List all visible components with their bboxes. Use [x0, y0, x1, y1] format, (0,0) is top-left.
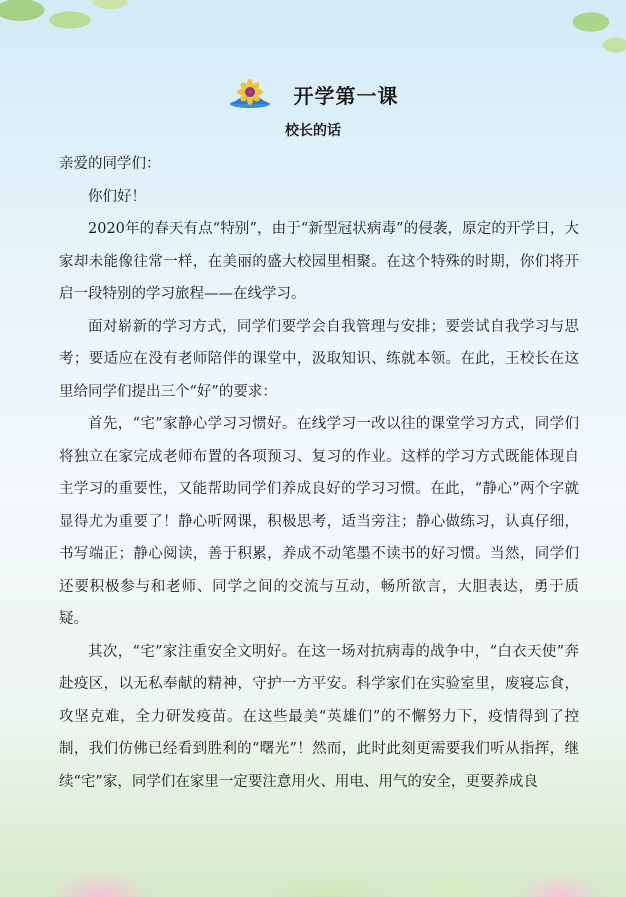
page-title: 开学第一课: [293, 83, 399, 108]
leaf-decoration-left: [0, 0, 140, 60]
leaf-decoration-right: [541, 0, 626, 60]
paragraph: 面对崭新的学习方式，同学们要学会自我管理与安排；要尝试自我学习与思考；要适应在没有老师陪伴的课堂中，汲取知识、练就本领。在此，王校长在这里给同学们提出三个“好”的要求：: [59, 318, 579, 400]
flower-decoration-bottom: [0, 807, 626, 897]
sunflower-logo-icon: [228, 79, 272, 109]
page-subtitle: 校长的话: [285, 123, 341, 139]
paragraph: 你们好！: [88, 188, 146, 205]
letter-body: [59, 148, 579, 798]
paragraph: 其次，“宅”家注重安全文明好。在这一场对抗病毒的战争中，“白衣天使”奔赴疫区，以无私奉献的精神，守护一方平安。科学家们在实验室里，废寝忘食，攻坚克难，全力研发疫苗。在这些最美“英雄们”的不懈努力下，疫情得到了控制，我们仿佛已经看到胜利的“曙光”！然而，此时此刻更需要我们听从指挥，继续“宅”家，同学们在家里一定要注意用火、用电、用气的安全，更要养成良: [59, 643, 579, 790]
paragraph: 2020年的春天有点“特别”，由于“新型冠状病毒”的侵袭，原定的开学日，大家却未能像往常一样，在美丽的盛大校园里相聚。在这个特殊的时期，你们将开启一段特别的学习旅程——在线学习。: [59, 221, 579, 302]
title-row: [0, 78, 626, 110]
greeting: 亲爱的同学们：: [59, 156, 161, 172]
paragraph: 首先，“宅”家静心学习习惯好。在线学习一改以往的课堂学习方式，同学们将独立在家完成老师布置的各项预习、复习的作业。这样的学习方式既能体现自主学习的重要性，又能帮助同学们养成良好的学习习惯。在此，“静心”两个字就显得尤为重要了！静心听网课，积极思考，适当旁注；静心做练习，认真仔细，书写端正；静心阅读，善于积累，养成不动笔墨不读书的好习惯。当然，同学们还要积极参与和老师、同学之间的交流与互动，畅所欲言，大胆表达，勇于质疑。: [59, 416, 579, 627]
